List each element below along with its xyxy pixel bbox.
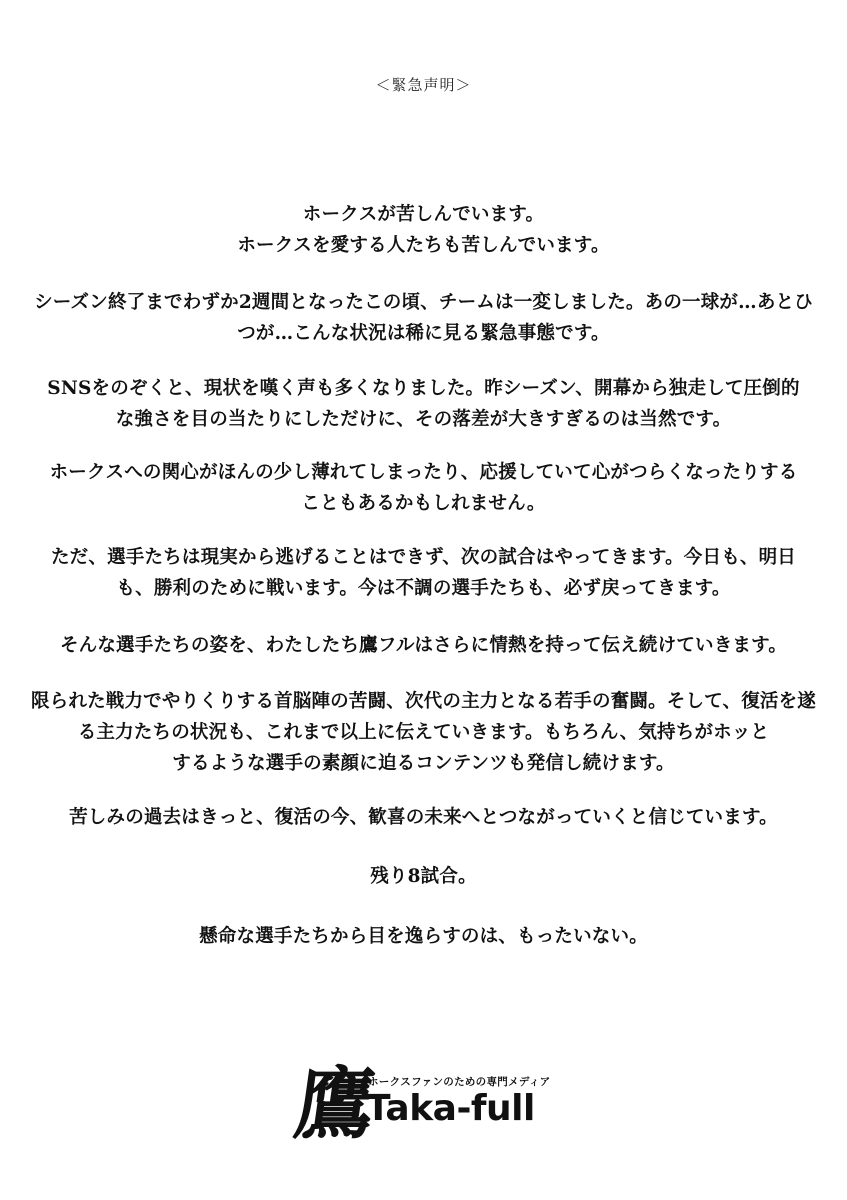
text-line: 苦しみの過去はきっと、復活の今、歓喜の未来へとつながっていくと信じています。 bbox=[69, 807, 778, 828]
text-line: シーズン終了までわずか2週間となったこの頃、チームは一変しました。あの一球が…あとひ bbox=[34, 292, 813, 313]
paragraph-5 bbox=[4, 542, 843, 604]
paragraph-9 bbox=[4, 861, 843, 892]
paragraph-3 bbox=[4, 373, 843, 435]
text-line: ホークスへの関心がほんの少し薄れてしまったり、応援していて心がつらくなったりする bbox=[49, 462, 798, 483]
paragraph-1 bbox=[4, 199, 843, 261]
logo-tagline: ホークスファンのための専門メディア bbox=[368, 1076, 551, 1088]
text-line: も、勝利のために戦います。今は不調の選手たちも、必ず戻ってきます。 bbox=[116, 578, 731, 599]
taka-full-logo bbox=[289, 1059, 556, 1150]
paragraph-10 bbox=[4, 921, 843, 952]
logo-kanji-mark: 鷹 bbox=[289, 1059, 381, 1150]
text-line: る主力たちの状況も、これまで以上に伝えていきます。もちろん、気持ちがホッと bbox=[77, 722, 770, 743]
text-line: こともあるかもしれません。 bbox=[301, 493, 546, 514]
text-line: 残り8試合。 bbox=[370, 866, 477, 887]
text-line: するような選手の素顔に迫るコンテンツも発信し続けます。 bbox=[172, 753, 675, 774]
text-line: SNSをのぞくと、現状を嘆く声も多くなりました。昨シーズン、開幕から独走して圧倒的 bbox=[47, 378, 800, 399]
paragraph-4 bbox=[4, 457, 843, 519]
text-line: 限られた戦力でやりくりする首脳陣の苦闘、次代の主力となる若手の奮闘。そして、復活を遂 bbox=[30, 691, 817, 712]
paragraph-8 bbox=[4, 802, 843, 833]
text-line: ホークスを愛する人たちも苦しんでいます。 bbox=[237, 235, 610, 256]
text-line: ただ、選手たちは現実から逃げることはできず、次の試合はやってきます。今日も、明日 bbox=[50, 547, 797, 568]
text-line: ホークスが苦しんでいます。 bbox=[302, 204, 545, 225]
logo-wordmark: Taka-full bbox=[366, 1088, 535, 1129]
paragraph-7 bbox=[4, 686, 843, 779]
text-line: 懸命な選手たちから目を逸らすのは、もったいない。 bbox=[199, 926, 648, 947]
text-line: つが…こんな状況は稀に見る緊急事態です。 bbox=[237, 323, 610, 344]
text-line: そんな選手たちの姿を、わたしたち鷹フルはさらに情熱を持って伝え続けていきます。 bbox=[59, 635, 788, 656]
statement-heading: ＜緊急声明＞ bbox=[375, 76, 472, 94]
text-line: な強さを目の当たりにしただけに、その落差が大きすぎるのは当然です。 bbox=[115, 409, 732, 430]
paragraph-2 bbox=[4, 287, 843, 349]
paragraph-6 bbox=[4, 630, 843, 661]
